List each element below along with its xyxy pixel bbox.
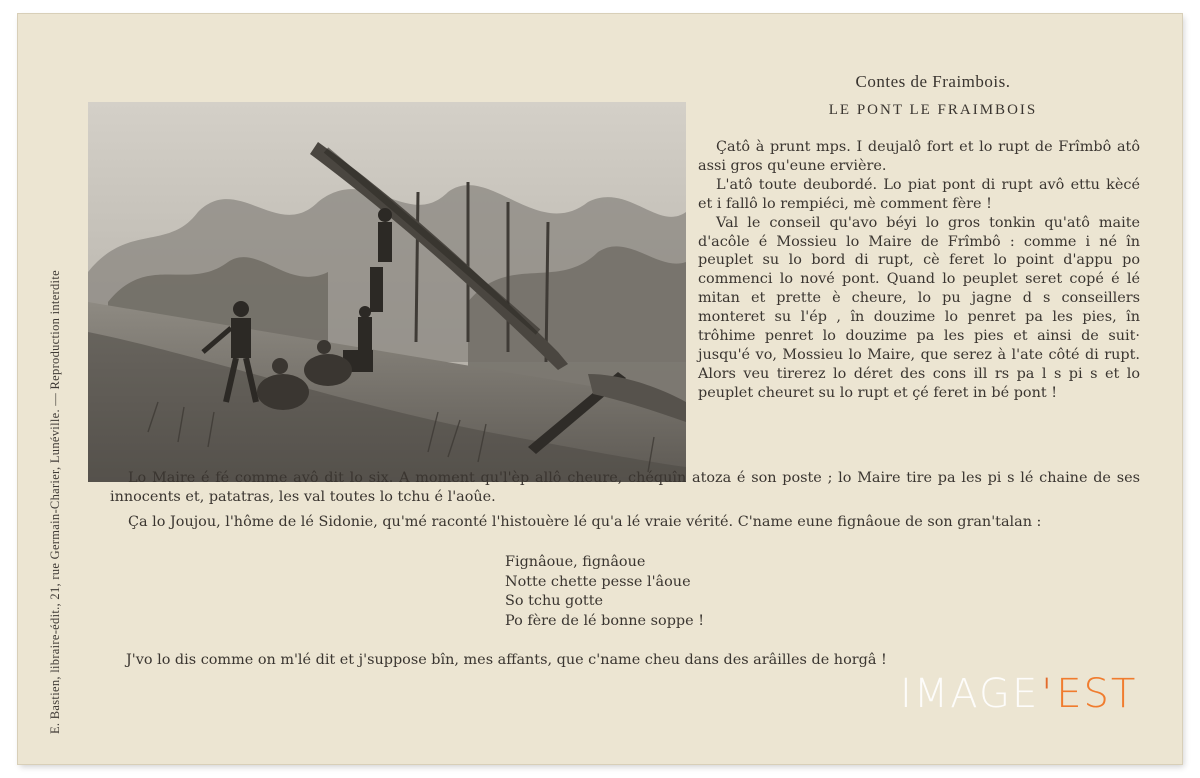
verse-line: So tchu gotte xyxy=(505,593,604,609)
image-est-watermark xyxy=(900,671,1137,717)
title-block xyxy=(718,72,1148,119)
story-paragraph: Çatô à prunt mps. I deujalô fort et lo rupt de Frîmbô atô assi gros qu'eune ervière. xyxy=(698,139,1140,174)
verse-line: Po fère de lé bonne soppe ! xyxy=(505,612,704,629)
story-continuation xyxy=(110,469,1140,538)
postcard xyxy=(18,14,1182,764)
story-column xyxy=(698,138,1140,403)
story-paragraph: Val le conseil qu'avo béyi lo gros tonkin qu'atô maite d'acôle é Mossieu lo Maire de Frîmbô : comme i né în peuplet su lo bord di rupt, cè feret lo point d'appu po commenci lo nové pont. Quand lo peuplet seret copé é lé mitan et prette è cheure, lo pu jagne d s conseillers monteret su l'ép , în douzime lo penret pa les pies, în trôhime penret lo douzime pa les pies et ainsi de suit· jusqu'é vo, Mossieu lo Maire, que serez à l'ate côté di rupt. Alors veu tirerez lo déret des cons ill rs pa l s pi s et lo peuplet cheuret su lo rupt et çé feret in bé pont ! xyxy=(698,214,1140,401)
series-title: Contes de Fraimbois. xyxy=(855,72,1011,91)
watermark-accent: EST xyxy=(1056,671,1138,717)
story-paragraph: Lo Maire é fé comme avô dit lo six. A moment qu'l'èp allô cheure, chéquîn atoza é son poste ; lo Maire tire pa les pi s lé chaine de ses innocents et, patatras, les val toutes lo tchu é l'aoûe. xyxy=(110,470,1140,505)
publisher-credit: E. Bastien, libraire-édit., 21, rue Germain-Charier, Lunéville. — Reproduction interdite xyxy=(48,270,62,734)
verse-line: Fignâoue, fignâoue xyxy=(505,554,646,570)
watermark-apostrophe: ' xyxy=(1041,671,1055,717)
engraving-bridge-scene-icon xyxy=(88,102,686,482)
verse-line: Notte chette pesse l'âoue xyxy=(505,573,691,590)
engraving-illustration xyxy=(88,102,686,482)
closing-line: J'vo lo dis comme on m'lé dit et j'suppose bîn, mes affants, que c'name cheu dans des arâilles de horgâ ! xyxy=(126,652,887,668)
story-paragraph: L'atô toute deubordé. Lo piat pont di rupt avô ettu kècé et i fallô lo rempiéci, mè comment fère ! xyxy=(698,176,1140,212)
verse xyxy=(505,553,704,631)
story-paragraph: Ça lo Joujou, l'hôme de lé Sidonie, qu'mé raconté l'histouère lé qu'a lé vraie vérité. C'name eune fignâoue de son gran'talan : xyxy=(128,514,1042,530)
watermark-main: IMAGE xyxy=(900,671,1040,717)
story-title: LE PONT LE FRAIMBOIS xyxy=(828,102,1038,118)
